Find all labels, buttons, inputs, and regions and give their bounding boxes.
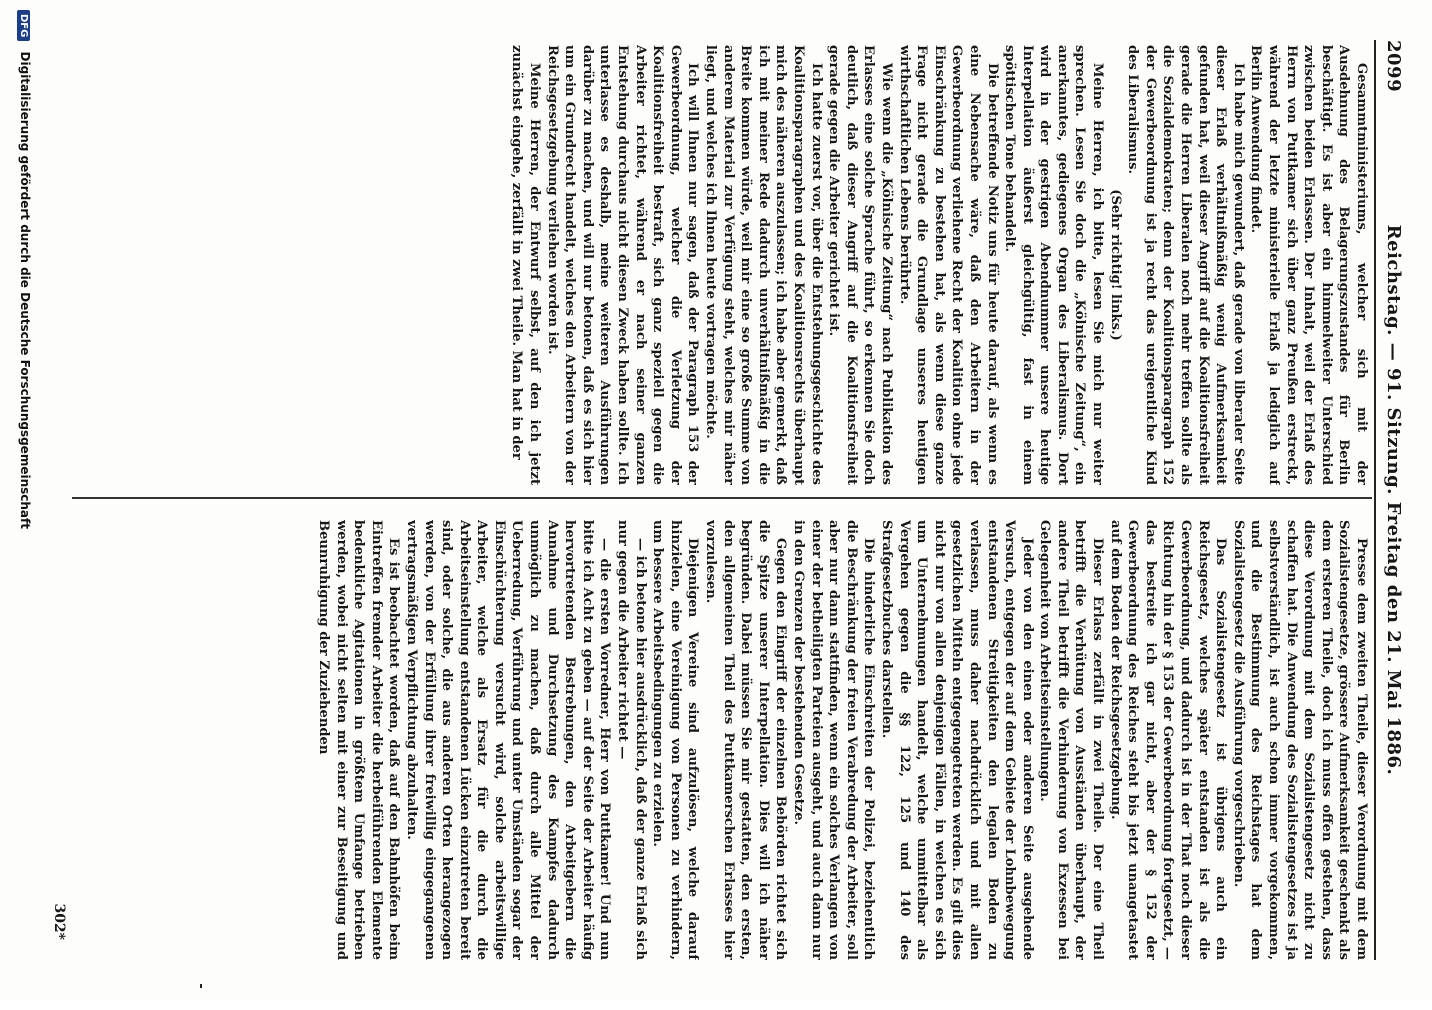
running-title: Reichstag. — 91. Sitzung. Freitag den 21. Mai 1886. (1383, 224, 1404, 776)
scan-speck (200, 984, 202, 988)
paragraph: Wie wenn die „Kölnische Zeitung“ nach Publikation des Erlasses eine solche Sprache führt, so erkennen Sie doch deutlich, daß dieser Angriff auf die Koalitionsfreiheit gerade gegen die Arbeiter gerichtet ist. (826, 45, 894, 485)
page-number: 2099 (1383, 40, 1404, 93)
paragraph: Die hinderliche Einschreiten der Polizei, beziehentlich die Beschränkung der freien Verabredung der Arbeiter, soll aber nur dann stattfinden, wenn ein solches Verlangen von einer der betheiligten Parteien ausgeht, und auch dann nur in den Grenzen der bestehenden Gesetze. (791, 520, 877, 960)
paragraph: Presse dem zweiten Theile, dieser Verordnung mit dem Sozialistengesetze, grössere Aufmerksamkeit geschenkt als dem ersteren Theile, doch ich muss offen gestehen, dass diese Verordnung mit dem Sozialistengesetz nicht zu schaffen hat. Die Anwendung des Sozialistengesetzes ist ja selbstverständlich, ist auch schon immer vorgekommen, und die Bestimmung des Reichstages hat dem Sozialistengesetz die Ausführung vorgeschrieben. (1230, 520, 1369, 960)
paragraph: Meine Herren, der Entwurf selbst, auf den ich jetzt zunächst eingehe, zerfällt in zwei Theile. Man hat in der (509, 45, 543, 485)
left-column (80, 45, 1370, 485)
header-rule (1374, 40, 1376, 960)
dfg-logo: DFG (17, 10, 30, 41)
paragraph: Ich habe mich gewundert, daß gerade von liberaler Seite dieser Erlaß verhältnißmäßig wenig Aufmerksamkeit gefunden hat, weil dieser Angriff auf die Koalitionsfreiheit gerade die Herren Liberalen noch mehr treffen sollte als die Sozialdemokraten; denn der Koalitionsparagraph 152 der Gewerbeordnung ist ja recht das ureigentliche Kind des Liberalismus. (1125, 45, 1246, 485)
paragraph: Es ist beobachtet worden, daß auf den Bahnhöfen beim Eintreffen fremder Arbeiter die herbeiführenden Elemente bedenkliche Agitationen in größtem Umfange betrieben werden, wobei nicht selten mit einer zur Beseitigung und Beunruhigung der Zuziehenden (315, 520, 402, 960)
paragraph: — die ersten Vorredner, Herr von Puttkamer! Und nun bitte ich Acht zu geben — auf der Seite der Arbeiter häufig hervortretenden Bestrebungen, den Arbeitgebern die Annahme und Durchsetzung des Kampfes dadurch unmöglich zu machen, daß durch alle Mittel der Ueberredung, Verführung und unter Umständen sogar der Einschüchterung versucht wird, solche arbeitswillige Arbeiter, welche als Ersatz für die durch die Arbeitseinstellung entstandenen Lücken einzutreten bereit sind, oder solche, die aus anderen Orten herangezogen werden, von der Erfüllung ihrer freiwillig eingegangenen vertragsmäßigen Verpflichtung abzuhalten. (403, 520, 613, 960)
paragraph: — ich betone hier ausdrücklich, daß der ganze Erlaß sich nur gegen die Arbeiter richtet — (615, 520, 648, 960)
paragraph: Gegen den Eingriff der einzelnen Behörden richtet sich die Spitze unserer Interpellation. Dies will ich näher begründen. Dabei müssen Sie mir gestatten, den ersten, den allgemeinen Theil des Puttkamerschen Erlasses hier vorzulesen. (703, 520, 789, 960)
right-column (80, 520, 1370, 960)
paragraph: Das Sozialistengesetz ist übrigens auch ein Reichsgesetz, welches später entstanden ist als die Gewerbeordnung, und dadurch ist in der That noch dieser Richtung hin der § 153 der Gewerbeordnung fortgesetzt, — das bestreite ich gar nicht, aber der § 152 der Gewerbeordnung des Reiches steht bis jetzt unangetastet auf dem Boden der Reichsgesetzgebung. (1107, 520, 1229, 960)
paragraph: Gesammtministeriums, welcher sich mit der Ausdehnung des Belagerungszustandes für Berlin beschäftigt. Es ist aber ein himmelweiter Unterschied zwischen beiden Erlassen. Der Inhalt, weil der Erlaß des Herrn von Puttkamer sich über ganz Preußen erstreckt, während der letzte ministerielle Erlaß ja lediglich auf Berlin Anwendung findet. (1248, 45, 1369, 485)
paragraph: Diejenigen Vereine sind aufzulösen, welche darauf hinzielen, eine Vereinigung von Personen zu verhindern, um bessere Arbeitsbedingungen zu erzielen. (650, 520, 701, 960)
page-header (1374, 0, 1404, 1000)
signature-mark: 302* (51, 903, 67, 940)
paragraph: Ich will Ihnen nur sagen, daß der Paragraph 153 der Gewerbeordnung, welcher die Verletzung der Koalitionsfreiheit bestraft, sich ganz speziell gegen die Arbeiter richtet, während er nach seiner ganzen Entstehung durchaus nicht diesen Zweck haben sollte. Ich unterlasse es deshalb, meine weiteren Ausführungen darüber zu machen, und will nur betonen, daß es sich hier um ein Grundrecht handelt, welches den Arbeitern von der Reichsgesetzgebung verliehen worden ist. (544, 45, 701, 485)
paragraph: Dieser Erlass zerfällt in zwei Theile. Der eine Theil betrifft die Verhütung von Ausständen überhaupt, der andere Theil betrifft die Verhinderung von Exzessen bei Gelegenheit von Arbeitseinstellungen. (1037, 520, 1106, 960)
paragraph: Meine Herren, ich bitte, lesen Sie mich nur weiter sprechen. Lesen Sie doch die „Kölnische Zeitung“, ein anerkanntes, gediegenes Organ des Liberalismus. Dort wird in der gestrigen Abendnummer unsere heutige Interpellation äußerst gleichgültig, fast in einem spöttischen Tone behandelt. (1002, 45, 1106, 485)
credit-text: Digitalisierung gefördert durch die Deutsche Forschungsgemeinschaft (18, 51, 32, 529)
paragraph: (Sehr richtig! links.) (1107, 189, 1123, 341)
paragraph: Jeder von den einen oder anderen Seite ausgehende Versuch, entgegen der auf dem Gebiete der Lohnbewegung entstandenen Streitigkeiten den legalen Boden zu verlassen, muss daher nachdrücklich und mit allen gesetzlichen Mitteln entgegengetreten werden. Es gilt dies nicht nur von allen denjenigen Fällen, in welchen es sich um Unternehmungen handelt, welche unmittelbar als Vergehen gegen die §§ 122, 125 und 140 des Strafgesetzbuches darstellen. (878, 520, 1035, 960)
paragraph: Die betreffende Notiz uns für heute darauf, als wenn es eine Nebensache wäre, daß den Arbeitern in der Gewerbeordnung verliehene Recht der Koalition ohne jede Einschränkung zu bestehen hat, als wenn diese ganze Frage nicht gerade die Grundlage unseres heutigen wirthschaftlichen Lebens berührte. (896, 45, 1000, 485)
paragraph: Ich hatte zuerst vor, über die Entstehungsgeschichte des Koalitionsparagraphen und des Koalitionsrechts überhaupt mich des näheren auszulassen; ich habe aber gemerkt, daß ich mit meiner Rede dadurch unverhältnißmäßig in die Breite kommen würde, weil mir eine so große Summe von anderem Material zur Verfügung steht, welches mir näher liegt, und welches ich Ihnen heute vortragen möchte. (703, 45, 824, 485)
digitization-credit (6, 0, 32, 1010)
column-divider (72, 497, 1372, 499)
